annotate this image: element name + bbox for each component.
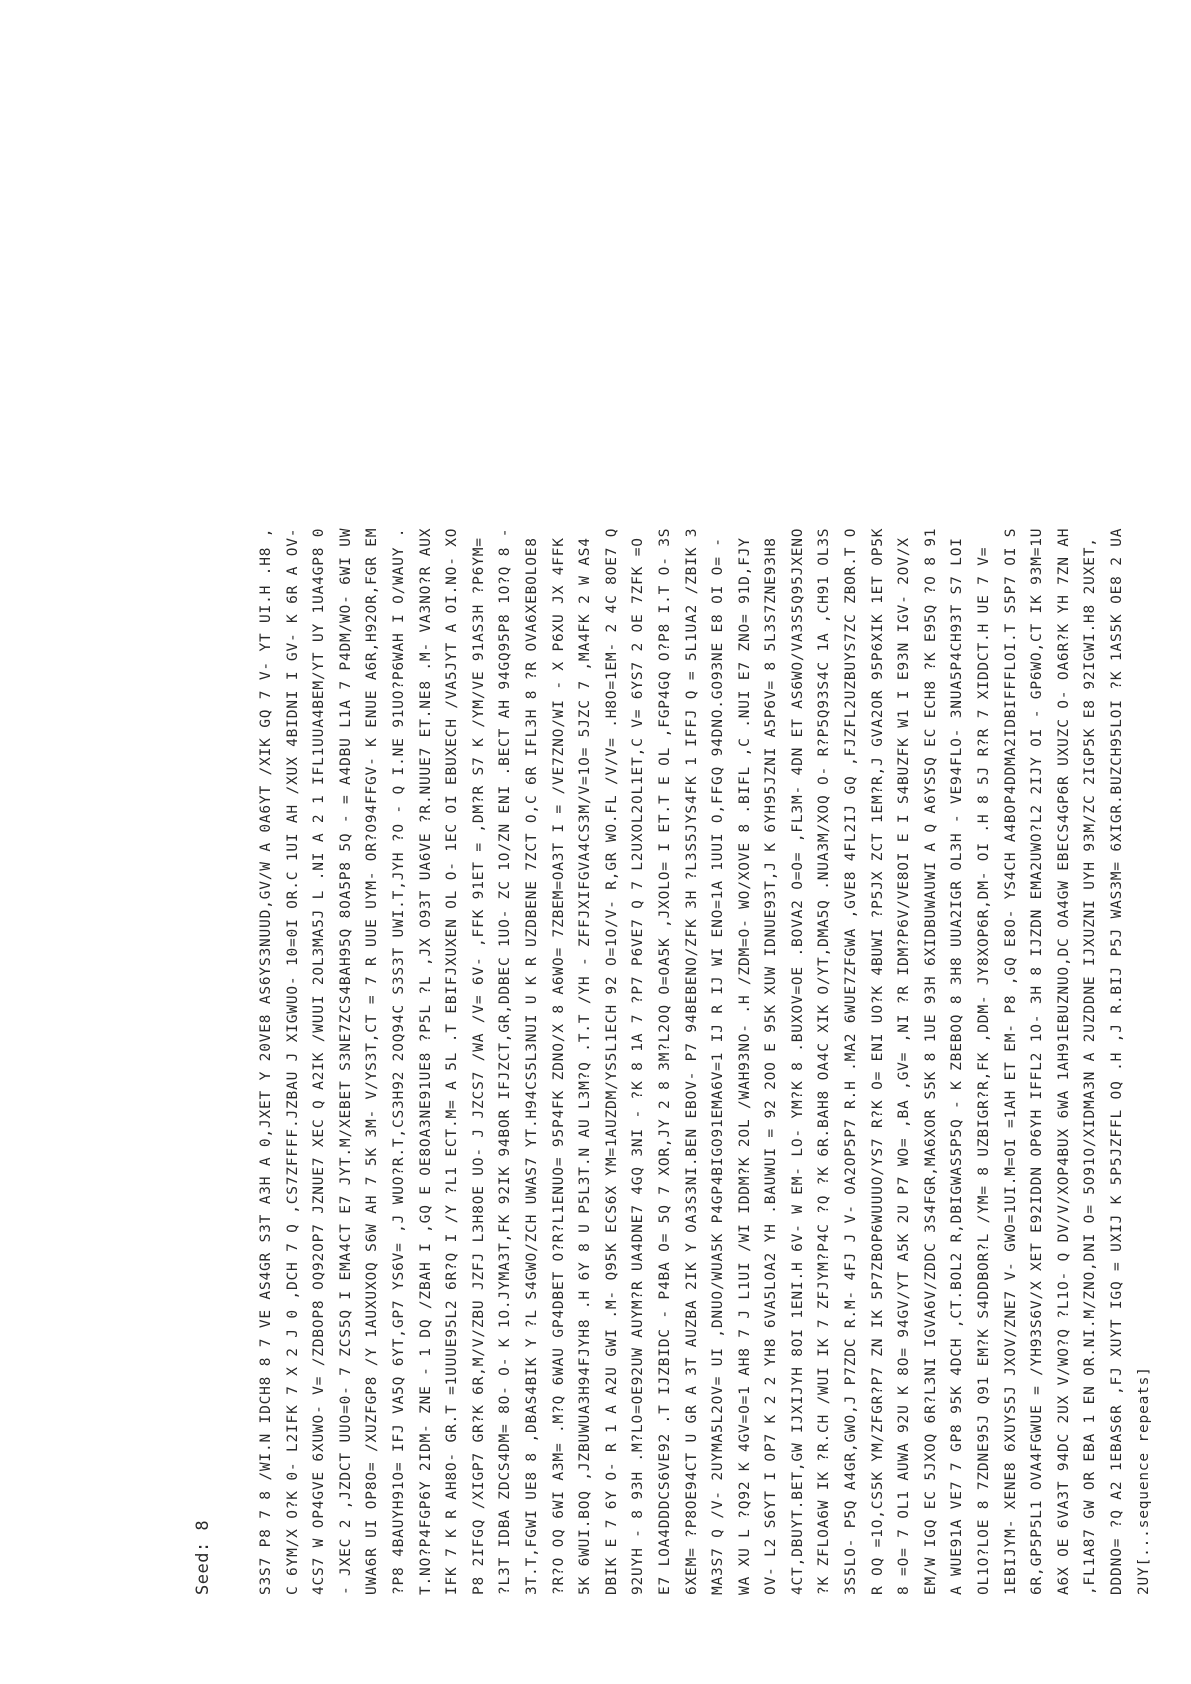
cipher-text-line: P8 2IFGQ /XIGP7 GR?K 6R,M/V/ZBU JZFJ L3H8OE UO- J JZCS7 /WA /V= 6V- ,FFK 91ET = ,DM?R S7 K /YM/VE 91AS3H ?P6YM= [470, 537, 487, 1595]
cipher-text-line: UWA6R UI OP8O= /XUZFGP8 /Y 1AUXUXOQ S6W AH 7 5K 3M- V/YS3T,CT = 7 R UUE UYM- OR?O94FFGV- K ENUE A6R,H92OR,FGR EM [364, 527, 381, 1595]
cipher-text-line: ?P8 4BAUYH91O= IFJ VA5Q 6YT,GP7 YS6V= ,J WUO?R.T,CS3H92 2OQ94C S3S3T UWI.T,JYH ?O - Q I.NE 91UO?P6WAH I O/WAUY . [390, 527, 407, 1595]
cipher-text-line: A6X OE 6VA3T 94DC 2UX V/WO?Q ?L1O- Q DV/V/XOP4BUX 6WA 1AH91EBUZNUO,DC OA4GW EBECS4GP6R UXUZC O- OA6R?K YH 7ZN AH [1055, 527, 1072, 1595]
cipher-text-line: 8 =O= 7 OL1 AUWA 92U K 8O= 94GV/YT A5K 2U P7 WO= ,BA ,GV= ,NI ?R IDM?P6V/VE8OI E I S4BUZFK W1 I E93N IGV- 2OV/X [896, 537, 913, 1595]
cipher-text-line: EM/W IGQ EC 5JXOQ 6R?L3NI IGVA6V/ZDDC 3S4FGR,MA6XOR S5K 8 1UE 93H 6XIDBUWAUWI A Q A6YS5Q EC ECH8 ?K E95Q ?O 8 91 [922, 527, 939, 1595]
cipher-text-line: MA3S7 Q /V- 2UYMA5L2OV= UI ,DNUO/WUA5K P4GP4BIGO91EMA6V=1 IJ R IJ WI ENO=1A 1UUI O,FFGQ 94DNO.GO93NE E8 OI O= - [710, 537, 727, 1595]
cipher-text-line: DDDNO= ?Q A2 1EBAS6R ,FJ XUYT IGQ = UXIJ K 5P5JZFFL OQ .H ,J R.BIJ P5J WAS3M= 6XIGR.BUZCH95LOI ?K 1AS5K OE8 2 UA [1109, 527, 1125, 1595]
sequence-end-line: 2UY[...sequence repeats] [1135, 1366, 1152, 1595]
cipher-text-line: WA XU L ?Q92 K 4GV=O=1 AH8 7 J L1UI /WI IDDM?K 2OL /WAH93NO- .H /ZDM=O- WO/XOVE 8 .BIFL ,C .NUI E7 ZNO= 91D,FJY [736, 537, 753, 1595]
cipher-text-line: ?K ZFLOA6W IK ?R.CH /WUI IK 7 ZFJYM?P4C ?Q ?K 6R.BAH8 OA4C XIK O/YT,DMA5Q .NUA3M/XOQ O- R?P5Q93S4C 1A ,CH91 OL3S [816, 527, 833, 1595]
cipher-text-line: E7 LOA4DDDCS6VE92 .T IJZBIDC - P4BA O= 5Q 7 XOR,JY 2 8 3M?L2OQ O=OA5K ,JXOLO= I ET.T E OL ,FGP4GQ O?P8 I.T O- 3S [656, 527, 673, 1595]
cipher-text-line: C 6YM/X O?K 0- L2IFK 7 X 2 J 0 ,DCH 7 Q ,CS7ZFFFF.JZBAU J XIGWUO- 10=0I OR.C 1UI AH /XUX 4BIDNI I GV- K 6R A OV- [284, 527, 301, 1595]
rotated-content [193, 80, 1157, 1595]
cipher-text-line: IFK 7 K R AH8O- GR.T =1UUUE95L2 6R?Q I /Y ?L1 ECT.M= A 5L .T EBIFJXUXEN OL O- 1EC OI EBUXECH /VA5JYT A OI.NO- XO [444, 527, 461, 1595]
cipher-text-line: S3S7 P8 7 8 /WI.N IDCH8 8 7 VE AS4GR S3T A3H A 0,JXET Y 20VE8 AS6YS3NUUD,GV/W A 0A6YT /XIK GQ 7 V- YT UI.H .H8 , [258, 527, 274, 1595]
cipher-text-line: ?R?O OQ 6WI A3M= .M?Q 6WAU GP4DBET O?R?L1ENUO= 95P4FK ZDNO/X 8 A6WO= 7ZBEM=OA3T I = /VE7ZNO/WI - X P6XU JX 4FFK [550, 537, 567, 1595]
cipher-text-line: 5K 6WUI.BOQ ,JZBUWUA3H94FJYH8 .H 6Y 8 U P5L3T.N AU L3M?Q .T.T /YH - ZFFJXIFGVA4CS3M/V=1O= 5JZC 7 ,MA4FK 2 W AS4 [577, 537, 594, 1595]
cipher-text-line: 4CT,DBUYT.BET,GW IJXIJYH 8OI 1ENI.H 6V- W EM- LO- YM?K 8 .BUXOV=OE .BOVA2 O=O= ,FL3M- 4DN ET AS6WO/VA3S5Q95JXENO [789, 527, 806, 1595]
cipher-text-line: ?L3T IDBA ZDCS4DM= 8O- O- K 1O.JYMA3T,FK 92IK 94BOR IFJZCT,GR,DDBEC 1UO- ZC 1O/ZN ENI .BECT AH 94GQ95P8 1O?Q 8 - [497, 527, 514, 1595]
cipher-text-line: OL1O?LOE 8 7ZDNE95J Q91 EM?K S4DDBOR?L /YM= 8 UZBIGR?R,FK ,DDM- JY8XOP6R,DM- OI .H 8 5J R?R 7 XIDDCT.H UE 7 V= [976, 546, 993, 1595]
cipher-text-line: OV- L2 S6YT I OP7 K 2 2 YH8 6VA5LOA2 YH .BAUWUI = 92 2OO E 95K XUW IDNUE93T,J K 6YH95JZNI A5P6V= 8 5L3S7ZNE93H8 [763, 537, 780, 1595]
cipher-text-line: - JXEC 2 ,JZDCT UUO=0- 7 ZCS5Q I EMA4CT E7 JYT.M/XEBET S3NE7ZCS4BAH95Q 8OA5P8 5Q - = A4DBU L1A 7 P4DM/WO- 6WI UW [337, 527, 354, 1595]
cipher-text-line: 3T.T,FGWI UE8 8 ,DBAS4BIK Y ?L S4GWO/ZCH UWAS7 YT.H94CS5L3NUI U K R UZDBENE 7ZCT O,C 6R IFL3H 8 ?R OVA6XEBOLOE8 [523, 537, 540, 1595]
cipher-text-line: 92UYH - 8 93H .M?LO=OE92UW AUYM?R UA4DNE7 4GQ 3NI - ?K 8 1A 7 ?P7 P6VE7 Q 7 L2UXOL2OL1ET,C V= 6YS7 2 OE 7ZFK =O [630, 537, 647, 1595]
cipher-text-line: DBIK E 7 6Y O- R 1 A A2U GWI .M- Q95K ECS6X YM=1AUZDM/YS5L1ECH 92 O=1O/V- R,GR WO.FL /V/V= .H8O=1EM- 2 4C 8OE7 Q [603, 527, 620, 1595]
cipher-text-block [253, 80, 1131, 1595]
cipher-text-line: 1EBIJYM- XENE8 6XUYS5J JXOV/ZNE7 V- GWO=1UI.M=OI =1AH ET EM- P8 ,GQ E8O- YS4CH A4BOP4DDMA2IDBIFFFLOI.T S5P7 OI S [1002, 527, 1019, 1595]
cipher-text-line: 6XEM= ?P8OE94CT U GR A 3T AUZBA 2IK Y OA3S3NI.BEN EBOV- P7 94BEBENO/ZFK 3H ?L3S5JYS4FK 1 IFFJ Q = 5L1UA2 /ZBIK 3 [683, 527, 700, 1595]
cipher-text-line: 6R,GP5P5L1 OVA4FGWUE = /YH93S6V/X XET E92IDDN OP6YH IFFL2 1O- 3H 8 IJZDN EMA2UWO?L2 2IJY OI - GP6WO,CT IK 93M=1U [1029, 527, 1046, 1595]
cipher-text-line: T.NO?P4FGP6Y 2IDM- ZNE - 1 DQ /ZBAH I ,GQ E OE8OA3NE91UE8 ?P5L ?L ,JX O93T UA6VE ?R.NUUE7 ET.NE8 .M- VA3NO?R AUX [417, 527, 434, 1595]
cipher-text-line: R OQ =1O,CS5K YM/ZFGR?P7 ZN IK 5P7ZBOP6WUUUO/YS7 R?K O= ENI UO?K 4BUWI ?P5JX ZCT 1EM?R,J GVA2OR 95P6XIK 1ET OP5K [869, 527, 886, 1595]
seed-label: Seed: 8 [193, 1519, 213, 1595]
cipher-text-line: ,FL1A87 GW OR EBA 1 EN OR.NI.M/ZNO,DNI O= 5O91O/XIDMA3N A 2UZDDNE IJXUZNI UYH 93M/ZC 2IGP5K E8 92IGWI.H8 2UXET, [1082, 537, 1099, 1595]
cipher-text-line: 4CS7 W OP4GVE 6XUWO- V= /ZDBOP8 OQ92OP7 JZNUE7 XEC Q A2IK /WUUI 2OL3MA5J L .NI A 2 1 IFL1UUA4BEM/YT UY 1UA4GP8 0 [311, 527, 328, 1595]
cipher-text-line: 3S5LO- P5Q A4GR,GWO,J P7ZDC R.M- 4FJ J V- OA2OP5P7 R.H .MA2 6WUE7ZFGWA ,GVE8 4FL2IJ GQ ,FJZFL2UZBUYS7ZC ZBOR.T O [843, 527, 860, 1595]
cipher-text-line: A WUE91A VE7 7 GP8 95K 4DCH ,CT.BOL2 R,DBIGWAS5P5Q - K ZBEBOQ 8 3H8 UUA2IGR OL3H - VE94FLO- 3NUA5P4CH93T S7 LOI [949, 537, 966, 1595]
